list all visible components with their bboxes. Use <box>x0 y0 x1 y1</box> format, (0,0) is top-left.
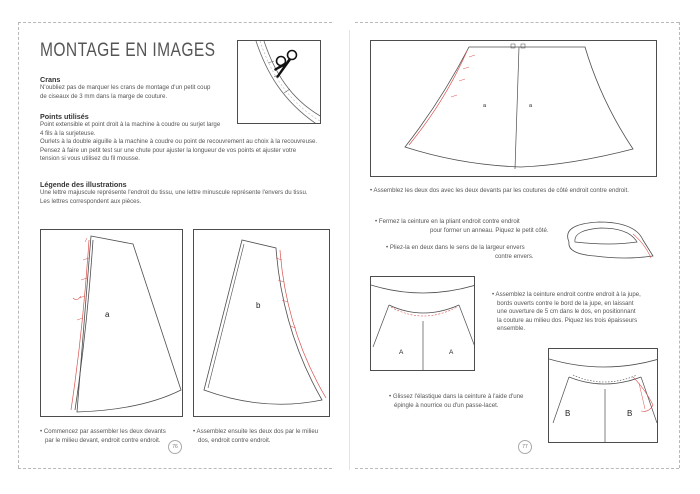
left-page-edge <box>18 22 19 468</box>
crans-illustration <box>237 40 321 124</box>
scissors-icon <box>272 47 302 81</box>
ceinture-ring-illustration <box>555 214 665 274</box>
piece-label: B <box>565 409 571 418</box>
page-number-right: 77 <box>518 440 532 454</box>
book-spine <box>349 30 350 470</box>
page-number-left: 76 <box>168 440 182 454</box>
piece-label: a <box>105 310 110 319</box>
page-title: MONTAGE EN IMAGES <box>40 40 216 61</box>
right-page-bottom-edge <box>355 468 679 469</box>
piece-label: B <box>627 409 633 418</box>
caption-elastique-line2: épingle à nourrice ou d'un passe-lacet. <box>394 401 499 409</box>
caption-elastique-line1: • Glissez l'élastique dans la ceinture à l'aide d'une <box>389 393 524 400</box>
legende-line: Les lettres correspondent aux pièces. <box>40 197 142 205</box>
caption-ceinture-jupe-line5: ensemble. <box>497 325 526 333</box>
right-page-edge <box>679 22 680 468</box>
points-line: tension si vous utilisez du fil mousse. <box>40 155 140 163</box>
caption-ceinture-line1: • Fermez la ceinture en la pliant endroit contre endroit <box>375 218 520 225</box>
caption-ceinture-line3: • Pliez-la en deux dans le sens de la largeur envers <box>386 244 525 251</box>
piece-label: A <box>449 349 454 356</box>
figure-elastique <box>548 348 658 443</box>
points-line: 4 fils à la surjeteuse. <box>40 129 96 137</box>
figure-front-pieces <box>40 229 183 417</box>
left-page-top-edge <box>18 22 332 23</box>
figure-side-seams <box>370 40 657 177</box>
piece-label: b <box>256 301 261 310</box>
caption-ceinture-jupe-line2: bords ouverts contre le bord de la jupe, en laissant <box>497 299 634 307</box>
piece-label: a <box>529 103 533 109</box>
caption-step2-line2: dos, endroit contre endroit. <box>198 436 271 444</box>
caption-ceinture-jupe-line4: la couture au milieu dos. Piquez les trois épaisseurs <box>497 316 638 324</box>
crans-text-1: N'oubliez pas de marquer les crans de montage d'un petit coup <box>40 84 211 91</box>
crans-text-2: de ciseaux de 3 mm dans la marge de couture. <box>40 92 168 100</box>
legende-line: Une lettre majuscule représente l'endroit du tissu, une lettre minuscule représente l'envers du tissu. <box>40 189 308 196</box>
piece-label: A <box>399 349 404 356</box>
piece-label: a <box>483 103 487 109</box>
right-page-top-edge <box>355 22 679 23</box>
left-page-bottom-edge <box>18 468 332 469</box>
caption-ceinture-jupe-line3: une ouverture de 5 cm dans le dos, en positionnant <box>497 308 636 316</box>
crans-heading: Crans <box>40 75 61 84</box>
caption-ceinture-jupe-line1: • Assemblez la ceinture endroit contre endroit à la jupe, <box>492 291 641 298</box>
caption-ceinture-line2: pour former un anneau. Piquez le petit côté. <box>430 226 549 234</box>
caption-step1-line2: par le milieu devant, endroit contre endroit. <box>45 436 161 444</box>
points-heading: Points utilisés <box>40 112 89 121</box>
caption-step2-line1: • Assemblez ensuite les deux dos par le milieu <box>193 428 319 435</box>
caption-step1-line1: • Commencez par assembler les deux devants <box>40 428 166 435</box>
figure-ceinture-jupe <box>370 276 475 371</box>
caption-ceinture-line4: contre envers. <box>495 252 534 260</box>
legende-heading: Légende des illustrations <box>40 180 127 189</box>
points-line: Point extensible et point droit à la machine à coudre ou surjet large <box>40 121 221 128</box>
caption-side-seams: • Assemblez les deux dos avec les deux devants par les coutures de côté endroit contre endroit. <box>370 187 629 194</box>
points-line: Pensez à faire un petit test sur une chute pour ajuster la longueur de vos points et ajuster votre <box>40 146 297 154</box>
points-line: Ourlets à la double aiguille à la machine à coudre ou point de recouvrement au choix à la recouvreuse. <box>40 138 318 146</box>
figure-back-pieces <box>193 229 330 417</box>
